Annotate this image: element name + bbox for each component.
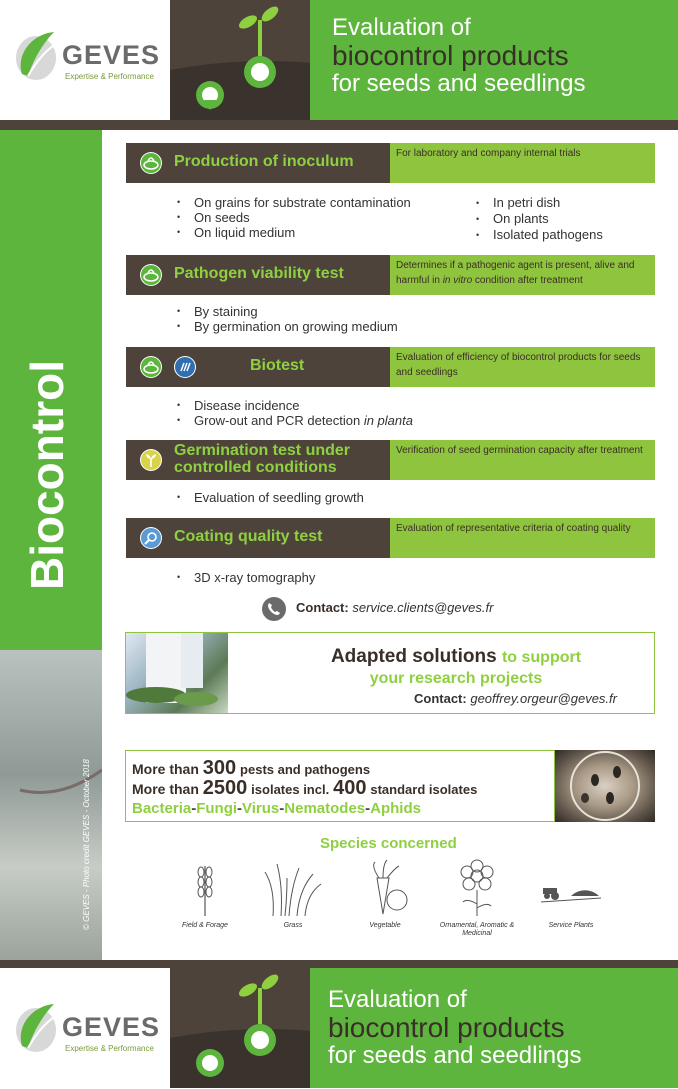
list-item: • Evaluation of seedling growth: [174, 490, 364, 505]
header-banner: [0, 0, 678, 120]
magnifier-icon: [140, 527, 162, 549]
section-production-of-inoculum: [126, 143, 655, 183]
section-description: Evaluation of efficiency of biocontrol products for seeds and seedlings: [390, 347, 655, 387]
adapted-contact-email[interactable]: geoffrey.orgeur@geves.fr: [470, 691, 617, 706]
section-description: For laboratory and company internal trials: [390, 143, 655, 183]
list-item: • By staining: [174, 304, 398, 319]
viability-list: [174, 304, 398, 334]
title-line-3: for seeds and seedlings: [332, 70, 586, 97]
species-title: Species concerned: [320, 835, 457, 852]
species-label: Grass: [283, 922, 303, 929]
species-label: Service Plants: [548, 922, 594, 929]
inoculum-list-right: [473, 195, 603, 243]
species-ornamental: [437, 858, 517, 938]
title-line-3: for seeds and seedlings: [328, 1042, 582, 1069]
section-description: Evaluation of representative criteria of coating quality: [390, 518, 655, 558]
vegetable-icon: [355, 858, 415, 918]
species-label: Field & Forage: [182, 922, 228, 929]
list-item: • On seeds: [174, 210, 411, 225]
species-label: Ornamental, Aromatic & Medicinal: [439, 922, 515, 937]
petri-dish-icon: [140, 152, 162, 174]
section-biotest: [126, 347, 655, 387]
title-line-1: Evaluation of: [332, 14, 471, 41]
title-line-2: biocontrol products: [328, 1012, 565, 1043]
list-item: • On grains for substrate contamination: [174, 195, 411, 210]
list-item: • 3D x-ray tomography: [174, 570, 315, 585]
species-vegetable: [345, 858, 425, 938]
photo-credit: © GEVES - Photo credit GEVES - October 2018: [82, 759, 91, 930]
banner-title: [332, 14, 586, 98]
top-divider: [0, 120, 678, 130]
title-line-1: Evaluation of: [328, 986, 467, 1013]
petri-dish-icon: [140, 356, 162, 378]
adapted-solutions-box: [125, 632, 655, 714]
list-item: • In petri dish: [473, 195, 603, 211]
logo-tagline: Expertise & Performance: [65, 1044, 154, 1053]
banner-title: [328, 986, 582, 1070]
tractor-sunset-icon: [541, 858, 601, 918]
list-item: • Isolated pathogens: [473, 227, 603, 243]
stats-box: [125, 750, 555, 822]
section-germination-test: [126, 440, 655, 480]
wheat-icon: [175, 858, 235, 918]
grass-icon: [263, 858, 323, 918]
logo-tagline: Expertise & Performance: [65, 72, 154, 81]
germination-list: [174, 490, 364, 505]
species-service-plants: [531, 858, 611, 938]
section-title: Pathogen viability test: [174, 265, 344, 282]
stat-line-2: More than 2500 isolates incl. 400 standard isolates: [132, 777, 478, 799]
biotest-list: [174, 398, 413, 428]
geves-logo: [14, 28, 164, 92]
list-item: • Disease incidence: [174, 398, 413, 413]
seedling-illustration: [170, 0, 330, 120]
contact-email-link[interactable]: service.clients@geves.fr: [352, 600, 494, 615]
contact-label: Contact:: [296, 600, 349, 615]
flower-icon: [447, 858, 507, 918]
bottom-divider: [0, 960, 678, 968]
adapted-contact: Contact: geoffrey.orgeur@geves.fr: [414, 691, 617, 706]
geves-leaf-icon: [14, 1000, 62, 1054]
petri-dish-photo: [555, 750, 655, 822]
logo-wordmark: GEVES: [62, 40, 161, 70]
petri-dish-icon: [140, 264, 162, 286]
seedling-illustration: [170, 968, 330, 1088]
stat-line-1: More than 300 pests and pathogens: [132, 757, 371, 779]
list-item: • By germination on growing medium: [174, 319, 398, 334]
adapted-title: Adapted solutions to support your research projects: [330, 646, 582, 687]
footer-banner: [0, 968, 678, 1088]
dna-icon: [174, 356, 196, 378]
list-item: • On liquid medium: [174, 225, 411, 240]
organism-types: Bacteria-Fungi-Virus-Nematodes-Aphids: [132, 800, 421, 817]
seedling-icon: [140, 449, 162, 471]
lab-photo: [126, 633, 228, 713]
inoculum-list-left: [174, 195, 411, 240]
section-title: Coating quality test: [174, 528, 323, 545]
section-title: Biotest: [250, 357, 305, 374]
geves-leaf-icon: [14, 28, 62, 82]
section-pathogen-viability-test: [126, 255, 655, 295]
geves-logo: [14, 1000, 164, 1064]
title-line-2: biocontrol products: [332, 40, 569, 71]
section-title: Germination test under controlled conditions: [174, 442, 351, 476]
list-item: • On plants: [473, 211, 603, 227]
section-coating-quality-test: [126, 518, 655, 558]
contact-phone-icon: [262, 597, 286, 621]
species-field-forage: [165, 858, 245, 938]
list-item: • Grow-out and PCR detection in planta: [174, 413, 413, 428]
section-description: Verification of seed germination capacity after treatment: [390, 440, 655, 480]
species-label: Vegetable: [369, 922, 401, 929]
biocontrol-vertical-title: Biocontrol: [21, 360, 73, 590]
coating-list: [174, 570, 315, 585]
species-grass: [253, 858, 333, 938]
section-description: Determines if a pathogenic agent is present, alive and harmful in in vitro condition after treatment: [390, 255, 655, 295]
section-title: Production of inoculum: [174, 153, 354, 170]
logo-wordmark: GEVES: [62, 1012, 161, 1042]
